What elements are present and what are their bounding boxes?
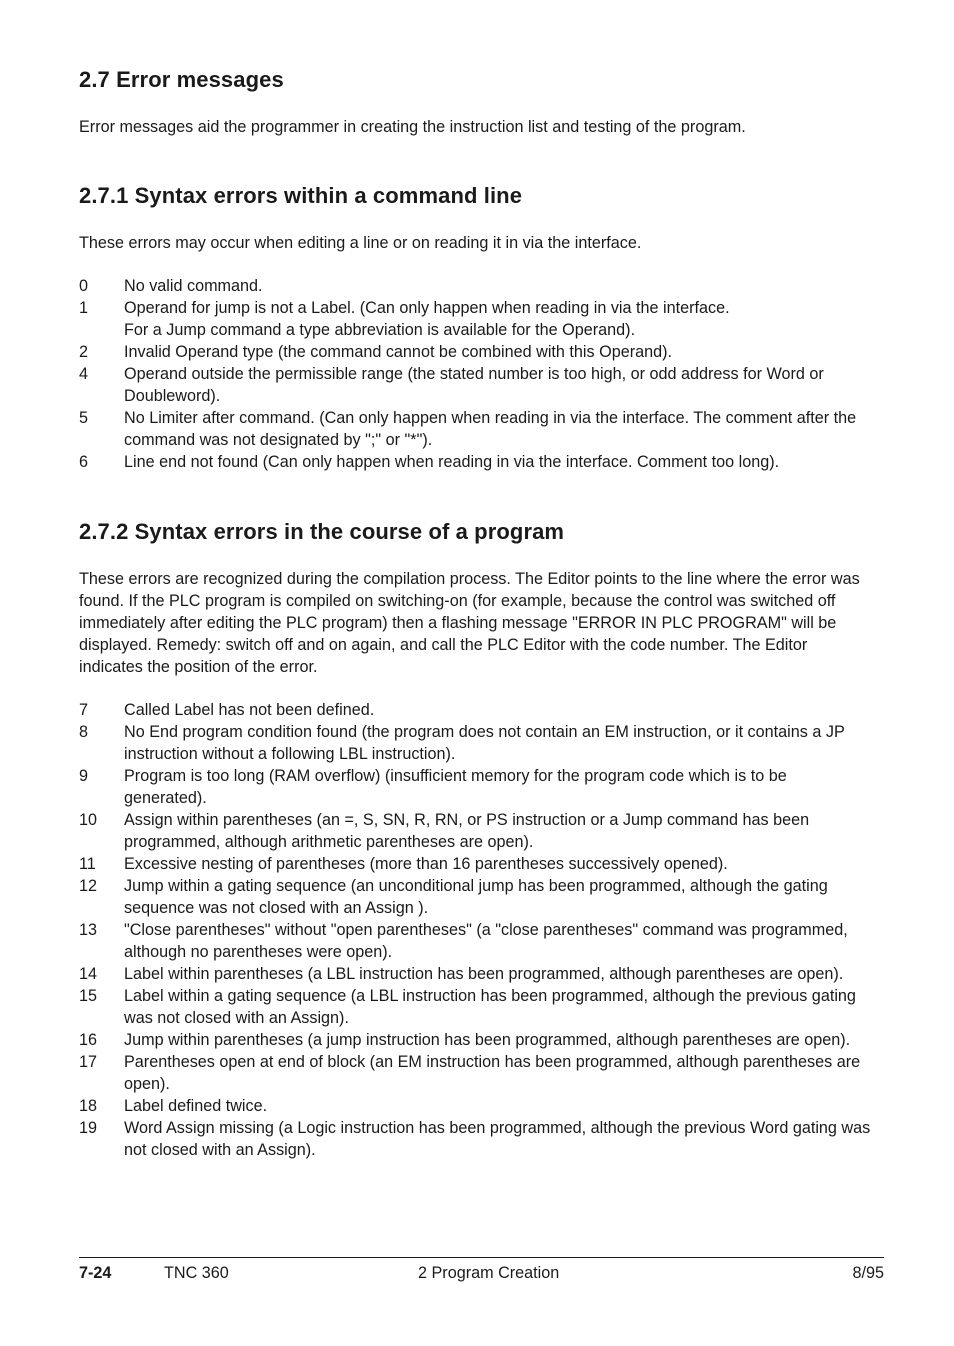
error-list-item	[79, 985, 884, 1029]
error-description: Operand outside the permissible range (the stated number is too high, or odd address for Word or Doubleword).	[124, 365, 824, 405]
error-description: Label within a gating sequence (a LBL instruction has been programmed, although the previous gating was not closed with an Assign).	[124, 987, 856, 1027]
error-description: Jump within a gating sequence (an unconditional jump has been programmed, although the gating sequence was not closed with an Assign ).	[124, 877, 828, 917]
error-code: 2	[79, 343, 89, 361]
error-list-command-line	[79, 275, 884, 473]
error-code: 12	[79, 877, 98, 895]
error-list-item	[79, 721, 884, 765]
error-code: 4	[79, 365, 89, 383]
error-code: 13	[79, 921, 98, 939]
error-description: Called Label has not been defined.	[124, 701, 375, 719]
error-code: 11	[79, 855, 96, 873]
error-code: 9	[79, 767, 89, 785]
error-description: No End program condition found (the program does not contain an EM instruction, or it contains a JP instruction without a following LBL instruction).	[124, 723, 845, 763]
error-code: 15	[79, 987, 98, 1005]
error-description: No valid command.	[124, 277, 263, 295]
error-code: 6	[79, 453, 89, 471]
error-code: 17	[79, 1053, 98, 1071]
error-list-item	[79, 919, 884, 963]
error-list-item	[79, 341, 884, 363]
error-description: Parentheses open at end of block (an EM instruction has been programmed, although parentheses are open).	[124, 1053, 861, 1093]
error-description: Jump within parentheses (a jump instruction has been programmed, although parentheses are open).	[124, 1031, 851, 1049]
footer-date: 8/95	[852, 1264, 884, 1282]
footer-page-number: 7-24	[79, 1264, 112, 1282]
section-heading-2-7: 2.7 Error messages	[79, 67, 284, 92]
error-list-item	[79, 699, 884, 721]
error-list-item	[79, 297, 884, 341]
error-code: 14	[79, 965, 98, 983]
error-description: Word Assign missing (a Logic instruction has been programmed, although the previous Word gating was not closed with an Assign).	[124, 1119, 871, 1159]
error-description: Operand for jump is not a Label. (Can only happen when reading in via the interface. For a Jump command a type abbreviation is available for the Operand).	[124, 299, 730, 339]
error-list-item	[79, 363, 884, 407]
error-description: Line end not found (Can only happen when reading in via the interface. Comment too long).	[124, 453, 780, 471]
error-list-item	[79, 1117, 884, 1161]
section-intro-2-7-2: These errors are recognized during the compilation process. The Editor points to the line where the error was found. If the PLC program is compiled on switching-on (for example, because the control was switched off immediately after editing the PLC program) then a flashing message "ERROR IN PLC PROGRAM" will be displayed. Remedy: switch off and on again, and call the PLC Editor with the code number. The Editor indicates the position of the error.	[79, 570, 860, 676]
error-list-item	[79, 765, 884, 809]
section-intro-2-7: Error messages aid the programmer in creating the instruction list and testing of the program.	[79, 118, 746, 136]
error-description: No Limiter after command. (Can only happen when reading in via the interface. The comment after the command was not designated by ";" or "*").	[124, 409, 857, 449]
error-code: 18	[79, 1097, 98, 1115]
section-heading-2-7-1: 2.7.1 Syntax errors within a command line	[79, 183, 523, 208]
error-description: Excessive nesting of parentheses (more than 16 parentheses successively opened).	[124, 855, 728, 873]
error-list-item	[79, 451, 884, 473]
error-description: Assign within parentheses (an =, S, SN, R, RN, or PS instruction or a Jump command has been programmed, although arithmetic parentheses are open).	[124, 811, 810, 851]
error-list-item	[79, 275, 884, 297]
section-intro-2-7-1: These errors may occur when editing a line or on reading it in via the interface.	[79, 234, 642, 252]
error-code: 1	[79, 299, 89, 317]
error-code: 0	[79, 277, 89, 295]
error-list-item	[79, 809, 884, 853]
error-code: 10	[79, 811, 98, 829]
error-list-item	[79, 963, 884, 985]
error-code: 7	[79, 701, 89, 719]
error-description: Label defined twice.	[124, 1097, 268, 1115]
error-description: Program is too long (RAM overflow) (insufficient memory for the program code which is to be generated).	[124, 767, 787, 807]
footer-divider	[79, 1257, 884, 1258]
error-list-item	[79, 1029, 884, 1051]
error-code: 19	[79, 1119, 98, 1137]
footer-chapter: 2 Program Creation	[418, 1264, 560, 1282]
error-list-item	[79, 1051, 884, 1095]
error-list-item	[79, 875, 884, 919]
section-heading-2-7-2: 2.7.2 Syntax errors in the course of a program	[79, 519, 565, 544]
error-description: Invalid Operand type (the command cannot be combined with this Operand).	[124, 343, 672, 361]
error-list-item	[79, 1095, 884, 1117]
error-code: 8	[79, 723, 89, 741]
error-list-item	[79, 853, 884, 875]
footer-product: TNC 360	[164, 1264, 229, 1282]
error-code: 5	[79, 409, 89, 427]
error-list-program	[79, 699, 884, 1161]
error-description: "Close parentheses" without "open parentheses" (a "close parentheses" command was programmed, although no parentheses were open).	[124, 921, 848, 961]
error-description: Label within parentheses (a LBL instruction has been programmed, although parentheses are open).	[124, 965, 844, 983]
error-code: 16	[79, 1031, 98, 1049]
error-list-item	[79, 407, 884, 451]
